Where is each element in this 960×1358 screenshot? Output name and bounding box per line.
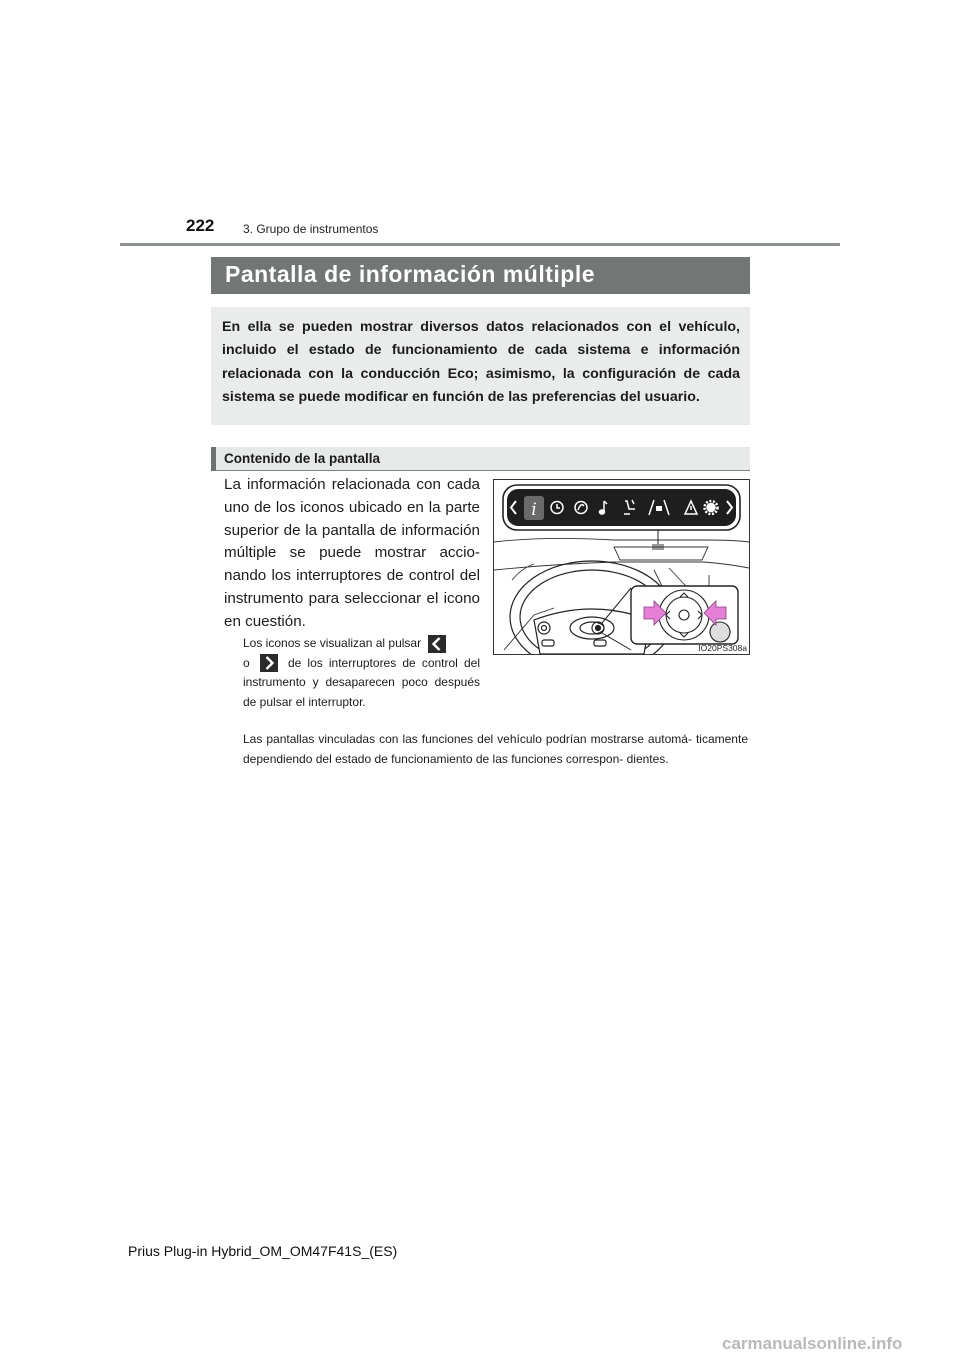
figure-code: IO20PS308a: [698, 643, 747, 653]
section-title: Pantalla de información múltiple: [211, 257, 750, 294]
body-paragraph: La información relacionada con cada uno de los iconos ubicado en la parte superior de la pantalla de información múltiple se puede mostrar accio- nando los interruptores de control del instrumento para seleccionar el icono en cuestión.: [224, 476, 480, 630]
note-text-1: Los iconos se visualizan al pulsar: [243, 636, 422, 650]
figure-instrument-panel: [493, 479, 750, 655]
info-icon: [524, 496, 544, 520]
subsection-heading-label: Contenido de la pantalla: [224, 451, 381, 466]
note-linked-screens: Las pantallas vinculadas con las funciones del vehículo podrían mostrarse automá- ticamente dependiendo del estado de funcionamiento de las funciones correspon- dientes.: [243, 732, 748, 766]
left-button-icon: [428, 635, 446, 653]
intro-box: En ella se pueden mostrar diversos datos relacionados con el vehículo, incluido el estado de funcionamiento de cada sistema e información relacionada con la conducción Eco; asimismo, la configuración de cada sistema se puede modificar en función de las preferencias del usuario.: [211, 307, 750, 425]
watermark: carmanualsonline.info: [722, 1334, 903, 1353]
right-button-icon: [260, 654, 278, 672]
chapter-title: 3. Grupo de instrumentos: [243, 222, 379, 236]
note-icons: [243, 634, 480, 712]
page-number: 222: [186, 216, 215, 235]
instrument-panel-illustration: [494, 480, 749, 654]
subsection-heading: [211, 447, 750, 471]
footer-doc-id: Prius Plug-in Hybrid_OM_OM47F41S_(ES): [128, 1243, 398, 1259]
note-text-3: de los interruptores de control del instrumento y desaparecen poco después de pulsar el interruptor.: [243, 655, 480, 709]
svg-text:i: i: [531, 500, 537, 520]
note-text-2: o: [243, 655, 250, 670]
header-rule: [120, 243, 840, 246]
heading-bar: [211, 447, 216, 471]
